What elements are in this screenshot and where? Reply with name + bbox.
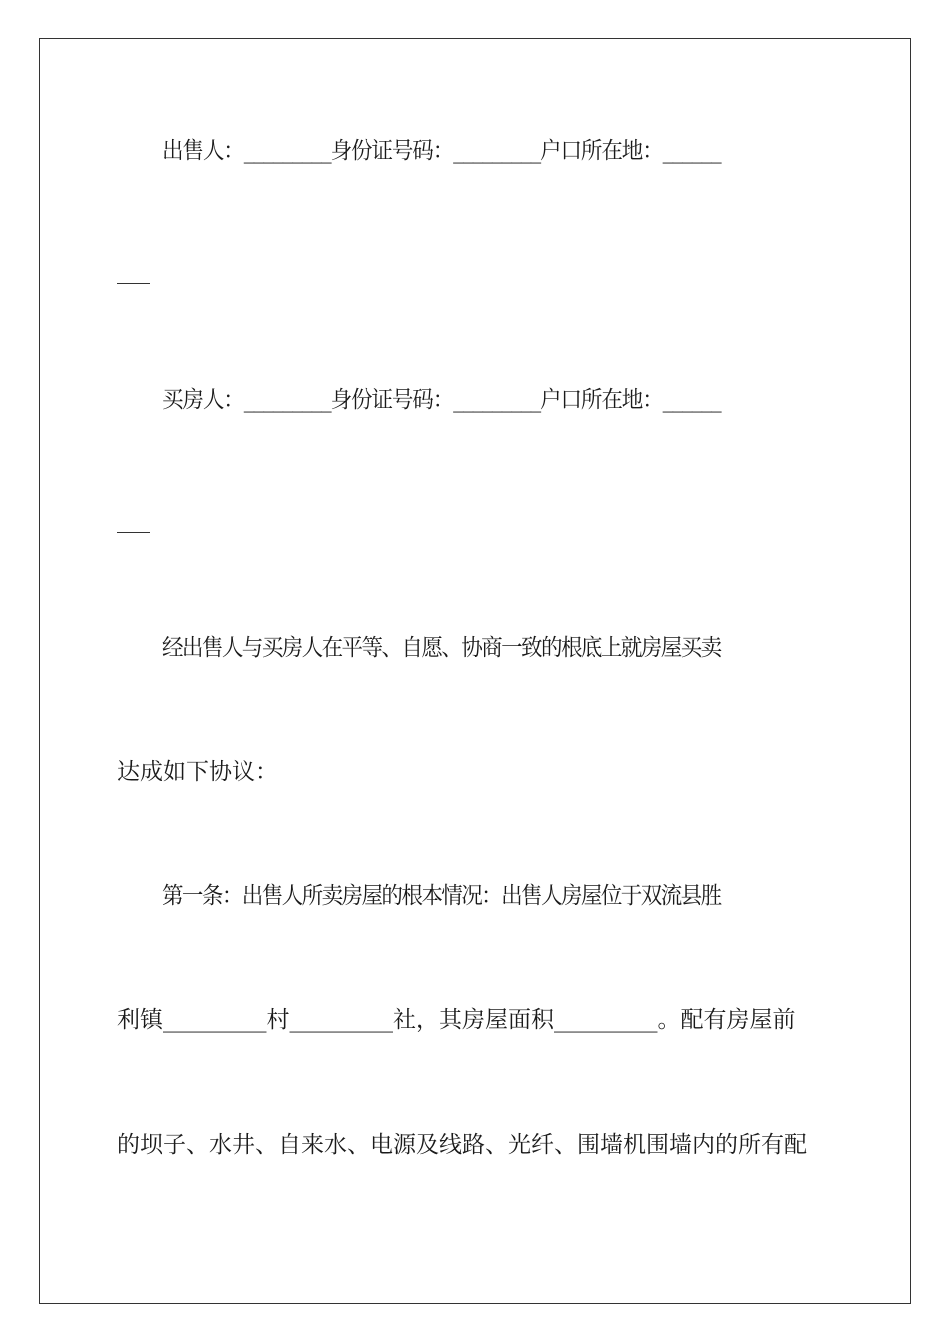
page-frame (39, 38, 911, 1304)
article-1-line-1: 第一条：出售人所卖房屋的根本情况：出售人房屋位于双流县胜 (161, 883, 721, 909)
article-1-line-2: 利镇_________村_________社，其房屋面积_________。配有房屋前 (117, 1007, 796, 1033)
agreement-intro-line-2: 达成如下协议： (117, 759, 278, 785)
seller-blank-continuation (117, 283, 150, 284)
agreement-intro-line-1: 经出售人与买房人在平等、自愿、协商一致的根底上就房屋买卖 (161, 635, 721, 661)
seller-info-line: 出售人：_________身份证号码：_________户口所在地：______ (161, 138, 721, 164)
buyer-blank-continuation (117, 532, 150, 533)
buyer-info-line: 买房人：_________身份证号码：_________户口所在地：______ (161, 387, 721, 413)
article-1-line-3: 的坝子、水井、自来水、电源及线路、光纤、围墙机围墙内的所有配 (117, 1132, 807, 1158)
